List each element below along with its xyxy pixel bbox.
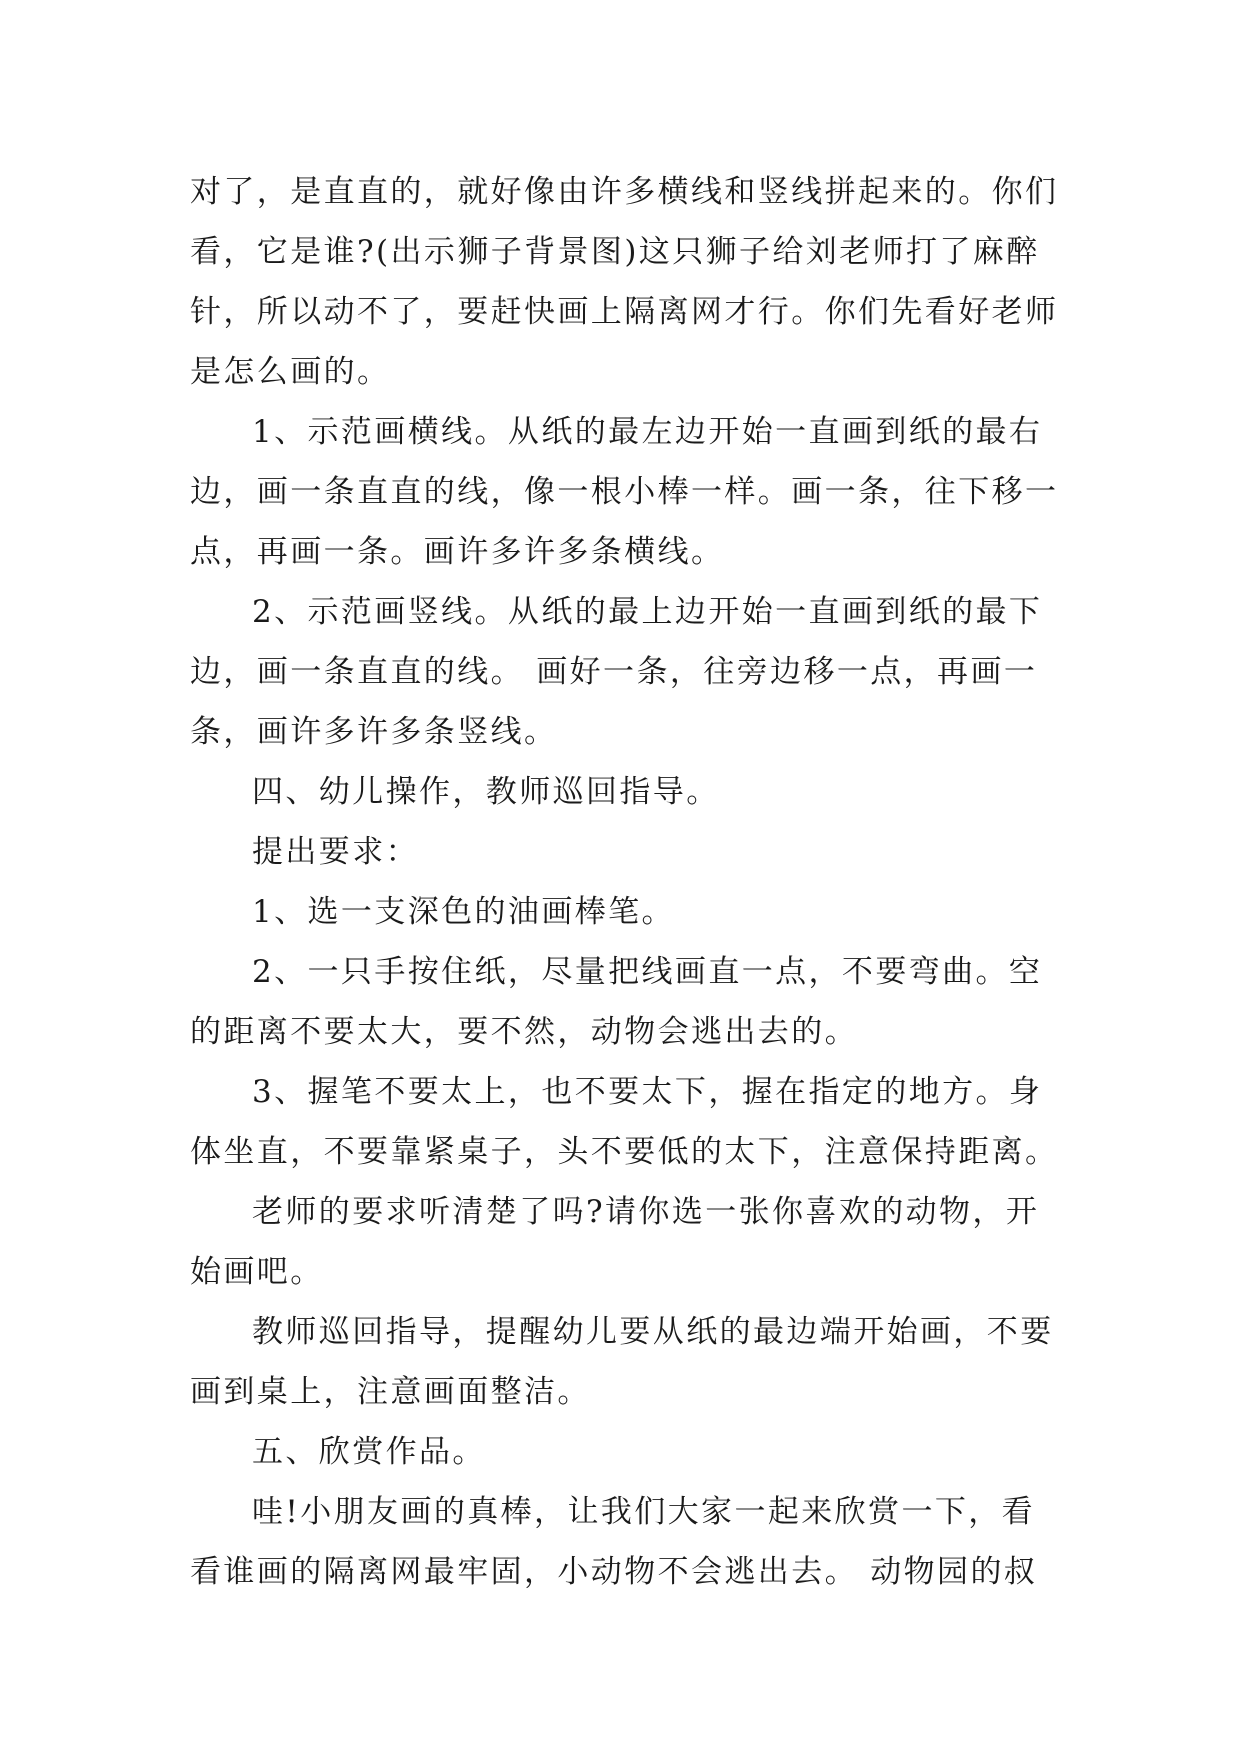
paragraph-step-1-horizontal bbox=[190, 402, 1060, 582]
text-line: 边，画一条直直的线。 画好一条，往旁边移一点，再画一 bbox=[190, 654, 1038, 690]
requirement-1 bbox=[190, 882, 1060, 942]
text-line: 始画吧。 bbox=[190, 1254, 324, 1290]
paragraph-guidance bbox=[190, 1302, 1060, 1422]
text-line: 针，所以动不了，要赶快画上隔离网才行。你们先看好老师 bbox=[190, 294, 1059, 330]
text-line: 提出要求： bbox=[252, 834, 419, 870]
section-heading-4 bbox=[190, 762, 1060, 822]
text-line: 的距离不要太大，要不然，动物会逃出去的。 bbox=[190, 1014, 858, 1050]
text-line: 画到桌上，注意画面整洁。 bbox=[190, 1374, 591, 1410]
text-line: 2、示范画竖线。从纸的最上边开始一直画到纸的最下 bbox=[252, 594, 1043, 630]
paragraph-teacher-question bbox=[190, 1182, 1060, 1302]
text-line: 1、示范画横线。从纸的最左边开始一直画到纸的最右 bbox=[252, 414, 1043, 450]
text-line: 边，画一条直直的线，像一根小棒一样。画一条，往下移一 bbox=[190, 474, 1059, 510]
text-line: 四、幼儿操作，教师巡回指导。 bbox=[252, 774, 720, 810]
text-line: 1、选一支深色的油画棒笔。 bbox=[252, 894, 675, 930]
paragraph-step-2-vertical bbox=[190, 582, 1060, 762]
paragraph-appreciation bbox=[190, 1482, 1060, 1602]
requirement-2 bbox=[190, 942, 1060, 1062]
text-line: 点，再画一条。画许多许多条横线。 bbox=[190, 534, 725, 570]
text-line: 哇!小朋友画的真棒，让我们大家一起来欣赏一下，看 bbox=[252, 1494, 1036, 1530]
document-body bbox=[190, 162, 1060, 1602]
text-line: 3、握笔不要太上，也不要太下，握在指定的地方。身 bbox=[252, 1074, 1043, 1110]
paragraph-requirements-heading bbox=[190, 822, 1060, 882]
section-heading-5 bbox=[190, 1422, 1060, 1482]
text-line: 教师巡回指导，提醒幼儿要从纸的最边端开始画，不要 bbox=[252, 1314, 1054, 1350]
text-line: 老师的要求听清楚了吗?请你选一张你喜欢的动物，开 bbox=[252, 1194, 1040, 1230]
text-line: 条，画许多许多条竖线。 bbox=[190, 714, 558, 750]
text-line: 2、一只手按住纸，尽量把线画直一点，不要弯曲。空 bbox=[252, 954, 1043, 990]
text-line: 看谁画的隔离网最牢固，小动物不会逃出去。 动物园的叔 bbox=[190, 1554, 1038, 1590]
text-line: 五、欣赏作品。 bbox=[252, 1434, 486, 1470]
text-line: 看，它是谁?(出示狮子背景图)这只狮子给刘老师打了麻醉 bbox=[190, 234, 1040, 270]
paragraph-intro bbox=[190, 162, 1060, 402]
text-line: 体坐直，不要靠紧桌子，头不要低的太下，注意保持距离。 bbox=[190, 1134, 1059, 1170]
requirement-3 bbox=[190, 1062, 1060, 1182]
text-line: 是怎么画的。 bbox=[190, 354, 391, 390]
text-line: 对了，是直直的，就好像由许多横线和竖线拼起来的。你们 bbox=[190, 174, 1059, 210]
